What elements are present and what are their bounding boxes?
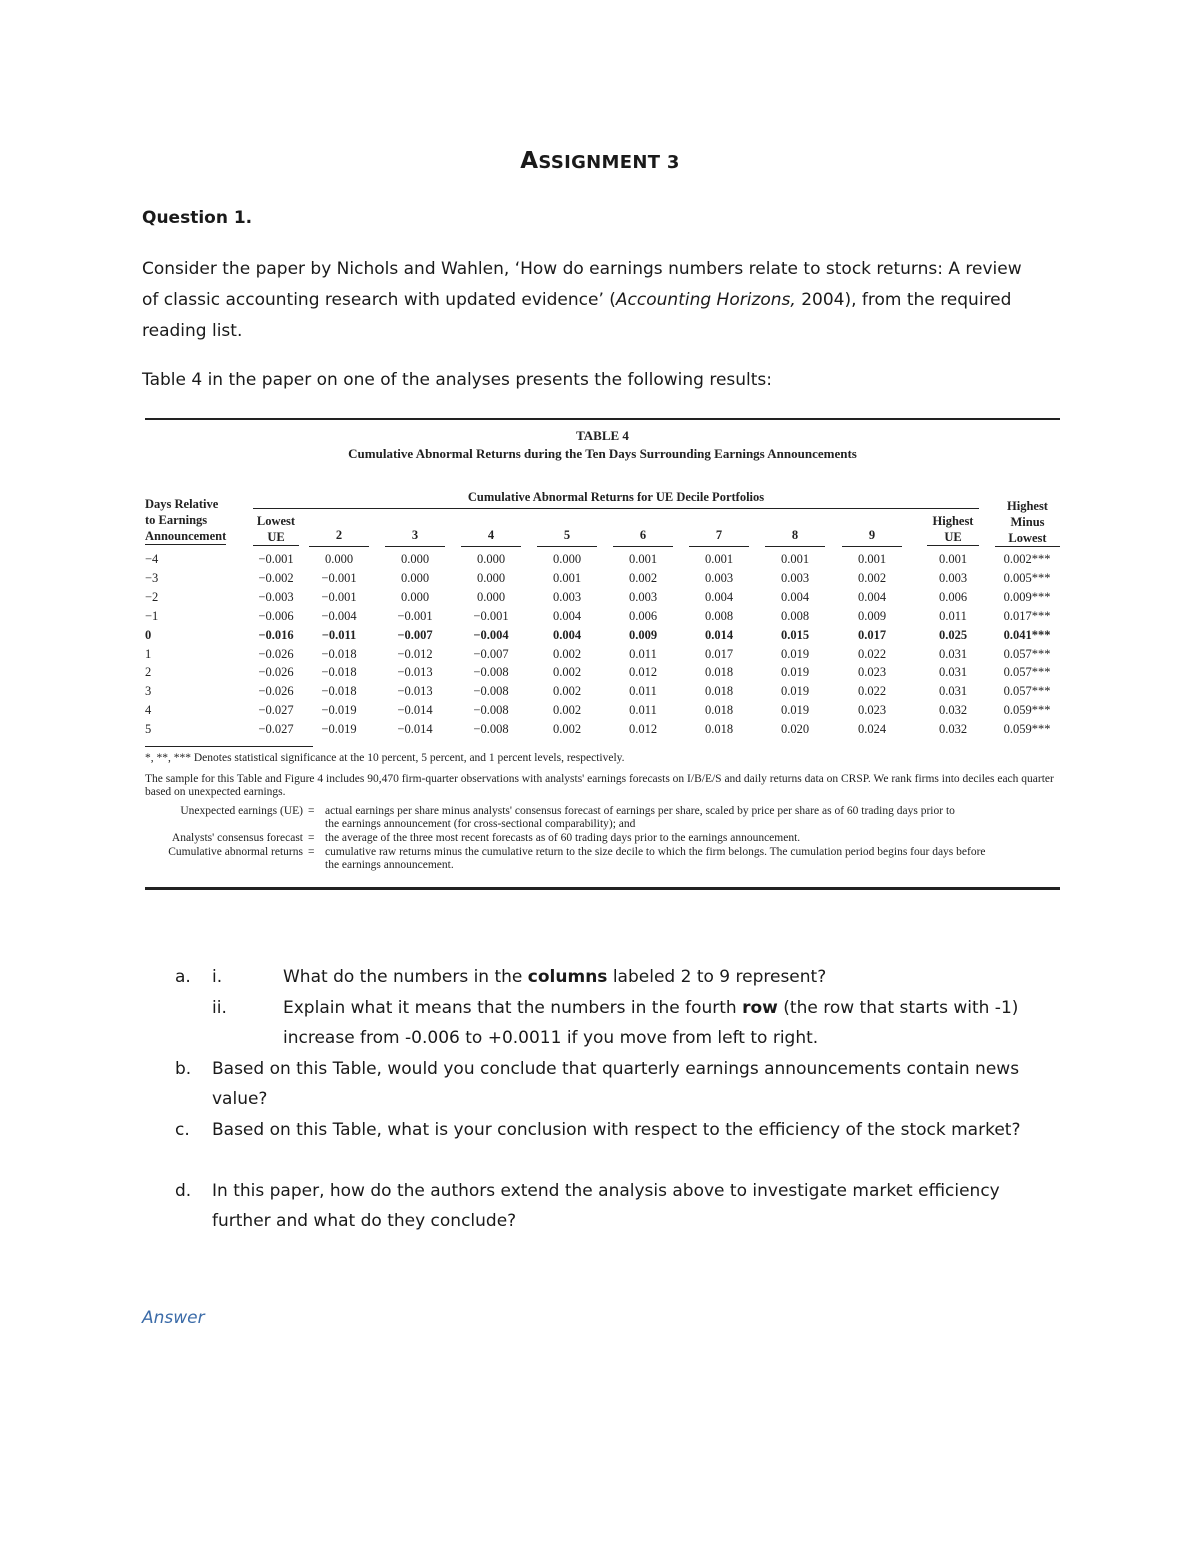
bottom-rule xyxy=(145,887,1060,890)
table-cell: −0.013 xyxy=(397,665,433,680)
table-cell: −0.001 xyxy=(473,608,509,623)
table-cell: −0.001 xyxy=(258,552,294,566)
table-cell: 0.001 xyxy=(628,552,658,566)
table-cell: 0.003 xyxy=(938,570,968,585)
table-label: TABLE 4 xyxy=(576,428,629,443)
table-cell: 0.004 xyxy=(552,608,582,623)
table-cell: −0.008 xyxy=(473,665,509,680)
table-row xyxy=(145,703,1060,722)
table-cell: −0.018 xyxy=(321,646,357,661)
col-header-underline xyxy=(537,546,597,547)
table-cell: 0.011 xyxy=(629,684,657,699)
table-cell: 0.059*** xyxy=(1003,703,1051,718)
table-cell: 0.003 xyxy=(704,570,734,585)
table-cell: −0.018 xyxy=(321,684,357,699)
table-cell: 0.002 xyxy=(552,646,582,661)
row-header: Days Relative to Earnings Announcement xyxy=(145,497,227,543)
col-header-lowest: Lowest UE xyxy=(253,513,299,546)
col-header-hml: Highest Minus Lowest xyxy=(995,498,1060,547)
table-cell: 0.000 xyxy=(476,589,506,604)
table-row xyxy=(145,609,1060,628)
table-cell: −0.026 xyxy=(258,665,294,680)
table-cell: 0.017 xyxy=(704,646,734,661)
row-day-label: 1 xyxy=(145,646,152,661)
table-cell: 0.031 xyxy=(938,665,968,680)
table-cell: 0.018 xyxy=(704,665,734,680)
table-cell: 0.057*** xyxy=(1003,665,1051,680)
table-cell: −0.006 xyxy=(258,608,294,623)
table-cell: 0.001 xyxy=(552,570,582,585)
table-cell: 0.000 xyxy=(476,570,506,585)
table-cell: 0.059*** xyxy=(1003,722,1051,737)
col-header-decile: 4 xyxy=(487,528,495,542)
table-cell: 0.008 xyxy=(704,608,734,623)
table-cell: 0.012 xyxy=(628,722,658,737)
table-cell: −0.026 xyxy=(258,646,294,661)
table-cell: 0.000 xyxy=(400,570,430,585)
col-header-decile: 7 xyxy=(715,528,723,542)
table-cell: 0.057*** xyxy=(1003,684,1051,699)
table-cell: −0.001 xyxy=(397,608,433,623)
top-rule xyxy=(145,418,1060,420)
table-cell: 0.019 xyxy=(780,646,810,661)
table-cell: −0.013 xyxy=(397,684,433,699)
journal-name: Accounting Horizons, xyxy=(615,290,796,310)
table-cell: 0.011 xyxy=(629,646,657,661)
table-cell: −0.018 xyxy=(321,665,357,680)
table-cell: 0.009 xyxy=(628,627,658,642)
table-cell: −0.012 xyxy=(397,646,433,661)
intro-line-2: of classic accounting research with updated evidence’ (Accounting Horizons, 2004), from the required xyxy=(142,290,1012,310)
col-header-decile: 2 xyxy=(335,528,343,542)
table-row xyxy=(145,590,1060,609)
table-cell: 0.001 xyxy=(938,552,968,566)
col-header-underline xyxy=(842,546,902,547)
table-cell: −0.019 xyxy=(321,722,357,737)
col-header-underline xyxy=(765,546,825,547)
table-row xyxy=(145,571,1060,590)
row-day-label: −3 xyxy=(145,570,159,585)
table-cell: −0.019 xyxy=(321,703,357,718)
footnote-sample: The sample for this Table and Figure 4 includes 90,470 firm-quarter observations with analysts' earnings forecasts on I/B/E/S and daily returns data on CRSP. We rank firms into deciles each quarter based on unexpected earnings. xyxy=(145,773,1054,798)
table-cell: 0.006 xyxy=(628,608,658,623)
row-day-label: 4 xyxy=(145,703,152,718)
table-cell: 0.032 xyxy=(938,703,968,718)
table-cell: −0.001 xyxy=(321,589,357,604)
table-cell: −0.008 xyxy=(473,684,509,699)
table-cell: 0.024 xyxy=(857,722,887,737)
table-cell: 0.002 xyxy=(628,570,658,585)
table-cell: −0.001 xyxy=(321,570,357,585)
table-cell: 0.009*** xyxy=(1003,589,1051,604)
table-cell: 0.001 xyxy=(780,552,810,566)
table-cell: −0.004 xyxy=(321,608,357,623)
table-cell: 0.032 xyxy=(938,722,968,737)
table-cell: 0.000 xyxy=(476,552,506,566)
table-cell: 0.004 xyxy=(704,589,734,604)
table-cell: 0.009 xyxy=(857,608,887,623)
col-header-decile: 3 xyxy=(411,528,419,542)
table-cell: 0.018 xyxy=(704,703,734,718)
table-cell: −0.003 xyxy=(258,589,294,604)
table-cell: 0.000 xyxy=(324,552,354,566)
table-cell: 0.017*** xyxy=(1003,608,1051,623)
table-4-image: TABLE 4 Cumulative Abnormal Returns during the Ten Days Surrounding Earnings Announcements Days Relative to Earnings Announcement Cumulative Abnormal Returns for UE Decile Portfolios Lowest UE Highest UE Highest Minus Lowest 2 3 4 5 6 7 8 9 −4 −0.001 0.000 0.000 0.000 0.000 0.001 0.001 0.001 0.001 0.001 0.002*** −3 −0.002 −0.001 0.000 0.000 0.001 0.002 0.003 0.003 0.002 0.003 0.005*** −2 −0.003 −0.001 0.000 0.000 0.003 0.003 0.004 0.004 0.004 0.006 0.009*** −1 −0.006 −0.004 −0.001 −0.001 0.004 0.006 0.008 0.008 0.009 0.011 0.017*** 0 −0.016 −0.011 −0.007 −0.004 0.004 0.009 0.014 0.015 0.017 0.025 0.041*** 1 −0.026 −0.018 −0.012 −0.007 0.002 0.011 0.017 0.019 0.022 0.031 0.057*** 2 −0.026 −0.018 −0.013 −0.008 0.002 0.012 0.018 0.019 0.023 0.031 0.057*** 3 −0.026 −0.018 −0.013 −0.008 0.002 0.011 0.018 0.019 0.022 0.031 0.057*** 4 −0.027 −0.019 −0.014 −0.008 0.002 0.011 0.018 0.019 0.023 0.032 0.059*** 5 −0.027 −0.019 −0.014 −0.008 0.002 0.012 0.018 0.020 0.024 0.032 0.059*** *, **, *** Denotes statistical significance at the 10 percent, 5 percent, and 1 percent levels, respectively. The sample for this Table and Figure 4 includes 90,470 firm-quarter observations with analysts' earnings forecasts on I/B/E/S and daily returns data on CRSP. We rank firms into deciles each quarter based on unexpected earnings. Unexpected earnings (UE) = actual earnings per share minus analysts' consensus forecast of earnings per share, scaled by price per share as of 60 trading days prior to the earnings announcement (for cross-sectional comparability); and Analysts' consensus forecast = the average of the three most recent forecasts as of 60 trading days prior to the earnings announcement. Cumulative abnormal returns = cumulative raw returns minus the cumulative return to the size decile to which the firm belongs. The cumulation period begins four days before the earnings announcement. xyxy=(145,418,1060,890)
table-cell: 0.020 xyxy=(780,722,810,737)
table-cell: −0.027 xyxy=(258,722,294,737)
table-cell: 0.003 xyxy=(780,570,810,585)
table-cell: 0.023 xyxy=(857,703,887,718)
table-cell: 0.000 xyxy=(400,552,430,566)
table-cell: 0.012 xyxy=(628,665,658,680)
spanner-header: Cumulative Abnormal Returns for UE Decile Portfolios xyxy=(467,490,765,504)
table-cell: 0.003 xyxy=(628,589,658,604)
table-row xyxy=(145,722,1060,741)
table-cell: 0.003 xyxy=(552,589,582,604)
table-cell: 0.008 xyxy=(780,608,810,623)
col-header-underline xyxy=(309,546,369,547)
table-cell: 0.004 xyxy=(552,627,582,642)
table-cell: 0.004 xyxy=(780,589,810,604)
row-day-label: 0 xyxy=(145,627,152,642)
table-cell: 0.031 xyxy=(938,684,968,699)
table-cell: 0.001 xyxy=(857,552,887,566)
table-cell: 0.031 xyxy=(938,646,968,661)
col-header-underline xyxy=(689,546,749,547)
col-header-decile: 6 xyxy=(639,528,647,542)
table-cell: 0.057*** xyxy=(1003,646,1051,661)
table-cell: 0.023 xyxy=(857,665,887,680)
table-cell: 0.000 xyxy=(400,589,430,604)
table-row xyxy=(145,684,1060,703)
table-cell: 0.019 xyxy=(780,703,810,718)
table-cell: −0.007 xyxy=(397,627,433,642)
col-header-decile: 9 xyxy=(868,528,876,542)
table-cell: −0.007 xyxy=(473,646,509,661)
table-cell: 0.022 xyxy=(857,684,887,699)
table-cell: 0.019 xyxy=(780,665,810,680)
question-heading: Question 1. xyxy=(142,208,253,228)
row-day-label: −2 xyxy=(145,589,159,604)
table-cell: 0.006 xyxy=(938,589,968,604)
table-cell: 0.019 xyxy=(780,684,810,699)
row-day-label: 5 xyxy=(145,722,152,737)
table-cell: 0.025 xyxy=(938,627,968,642)
table-cell: 0.011 xyxy=(629,703,657,718)
col-header-underline xyxy=(461,546,521,547)
table-cell: 0.015 xyxy=(780,627,810,642)
table-cell: 0.000 xyxy=(552,552,582,566)
col-header-highest: Highest UE xyxy=(927,513,979,546)
table-caption: Cumulative Abnormal Returns during the Ten Days Surrounding Earnings Announcements xyxy=(348,446,857,461)
spanner-rule xyxy=(253,508,979,509)
intro-paragraph xyxy=(142,254,1062,347)
row-day-label: −4 xyxy=(145,552,159,566)
footnote-rule xyxy=(145,746,313,747)
table-cell: 0.002 xyxy=(552,703,582,718)
table-row xyxy=(145,647,1060,666)
table-cell: −0.026 xyxy=(258,684,294,699)
table-cell: 0.022 xyxy=(857,646,887,661)
table-cell: −0.014 xyxy=(397,722,433,737)
row-day-label: 3 xyxy=(145,684,152,699)
row-day-label: −1 xyxy=(145,608,159,623)
table-row xyxy=(145,552,1060,571)
table-cell: −0.002 xyxy=(258,570,294,585)
table-cell: 0.041*** xyxy=(1003,627,1051,642)
answer-label: Answer xyxy=(142,1308,205,1328)
page-title: ASSIGNMENT 3 xyxy=(520,148,680,174)
table-row xyxy=(145,628,1060,647)
table-intro: Table 4 in the paper on one of the analyses presents the following results: xyxy=(142,370,773,390)
table-cell: 0.002 xyxy=(552,665,582,680)
table-cell: −0.008 xyxy=(473,722,509,737)
intro-line-1: Consider the paper by Nichols and Wahlen, ‘How do earnings numbers relate to stock returns: A review xyxy=(142,259,1022,279)
table-cell: −0.004 xyxy=(473,627,509,642)
table-cell: 0.002 xyxy=(552,722,582,737)
table-cell: −0.011 xyxy=(321,627,357,642)
table-cell: 0.002 xyxy=(552,684,582,699)
table-cell: −0.014 xyxy=(397,703,433,718)
table-cell: 0.017 xyxy=(857,627,887,642)
table-cell: 0.001 xyxy=(704,552,734,566)
col-header-decile: 8 xyxy=(791,528,799,542)
table-cell: 0.005*** xyxy=(1003,570,1051,585)
table-cell: 0.018 xyxy=(704,684,734,699)
row-day-label: 2 xyxy=(145,665,152,680)
table-cell: −0.008 xyxy=(473,703,509,718)
col-header-underline xyxy=(613,546,673,547)
table-cell: 0.014 xyxy=(704,627,734,642)
table-cell: −0.027 xyxy=(258,703,294,718)
table-cell: 0.011 xyxy=(939,608,967,623)
col-header-decile: 5 xyxy=(563,528,571,542)
table-cell: 0.018 xyxy=(704,722,734,737)
table-row xyxy=(145,665,1060,684)
table-cell: 0.004 xyxy=(857,589,887,604)
table-cell: 0.002*** xyxy=(1003,552,1051,566)
col-header-underline xyxy=(385,546,445,547)
intro-line-3: reading list. xyxy=(142,321,243,341)
table-cell: −0.016 xyxy=(258,627,294,642)
footnote-significance: *, **, *** Denotes statistical significance at the 10 percent, 5 percent, and 1 percent levels, respectively. xyxy=(145,752,625,764)
table-cell: 0.002 xyxy=(857,570,887,585)
